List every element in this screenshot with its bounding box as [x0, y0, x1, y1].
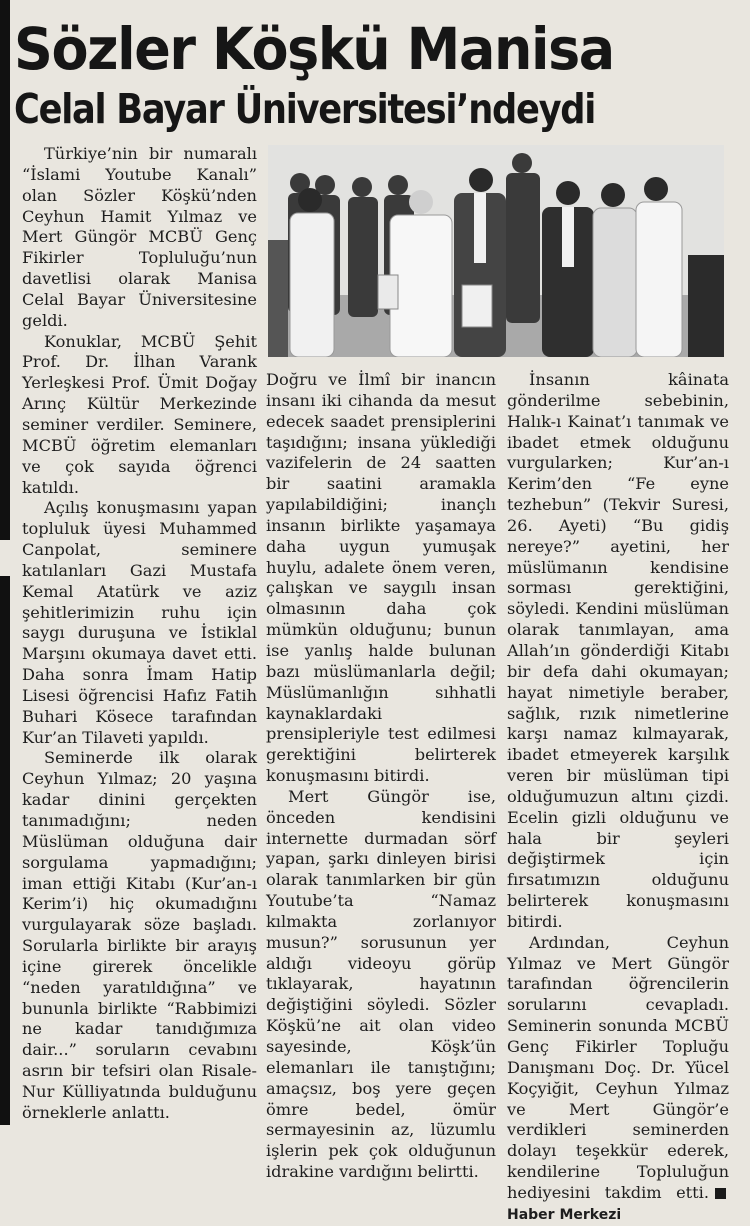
column3-paragraph-2 [507, 933, 729, 1226]
article-column-3 [507, 370, 729, 1226]
column3-paragraph-2-text: Ardından, Ceyhun Yılmaz ve Mert Güngör tarafından öğrencilerin sorularını cevapladı. Seminerin sonunda MCBÜ Genç Fikirler Topluğu Danışmanı Doç. Dr. Yücel Koçyiğit, Ceyhun Yılmaz ve Mert Güngör’e verdikleri seminerden dolayı teşekkür ederek, kendilerine Topluluğun hediyesini takdim etti. [507, 932, 729, 1202]
group-photo-icon [268, 145, 724, 357]
headline-line-1: Sözler Köşkü Manisa [14, 15, 614, 83]
column2-paragraph-1: Doğru ve İlmî bir inancın insanı iki cihanda da mesut edecek saadet prensiplerini taşıdığını; insana yüklediği vazifelerin de 24 saatten bir saatini aramakla yapılabildiğini; inançlı insanın birlikte yaşamaya daha uygun yumuşak huylu, adalete önem veren, çalışkan ve saygılı insan olmasının daha çok mümkün olduğunu; bunun ise yanlış halde bulunan bazı müslümanlarla değil; Müslümanlığın sıhhatli kaynaklardaki prensipleriyle test edilmesi gerektiğini belirterek konuşmasını bitirdi. [266, 370, 496, 786]
column2-paragraph-2: Mert Güngör ise, önceden kendisini internette durmadan sörf yapan, şarkı dinleyen birisi olarak tanımlarken bir gün Youtube’ta “Namaz kılmakta zorlanıyor musun?” sorusunun yer aldığı videoyu görüp tıklayarak, hayatının değiştiğini söyledi. Sözler Köşkü’ne ait olan video sayesinde, Köşk’ün elemanları ile tanıştığını; amaçsız, boş yere geçen ömre bedel, ömür sermayesinin az, lüzumlu işlerin pek çok olduğunun idrakine vardığını belirtti. [266, 786, 496, 1182]
credit-square-icon [715, 1188, 726, 1199]
article-column-1 [22, 144, 257, 1124]
column1-paragraph-1: Türkiye’nin bir numaralı “İslami Youtube Kanalı” olan Sözler Köşkü’nden Ceyhun Hamit Yılmaz ve Mert Güngör MCBÜ Genç Fikirler Topluluğu’nun davetlisi olarak Manisa Celal Bayar Üniversitesine geldi. [22, 144, 257, 330]
byline-credit: Haber Merkezi [507, 1206, 622, 1223]
column1-paragraph-3: Açılış konuşmasını yapan topluluk üyesi Muhammed Canpolat, seminere katılanları Gazi Mustafa Kemal Atatürk ve aziz şehitlerimizin ruhu için saygı duruşuna ve İstiklal Marşını okumaya davet etti. Daha sonra İmam Hatip Lisesi öğrencisi Hafız Fatih Buhari Kösece tarafından Kur’an Tilaveti yapıldı. [22, 498, 257, 747]
column1-paragraph-2: Konuklar, MCBÜ Şehit Prof. Dr. İlhan Varank Yerleşkesi Prof. Ümit Doğay Arınç Kültür Merkezinde seminer verdiler. Seminere, MCBÜ öğretim elemanları ve çok sayıda öğrenci katıldı. [22, 331, 257, 497]
group-photo [268, 145, 724, 357]
column3-paragraph-1: İnsanın kâinata gönderilme sebebinin, Halık-ı Kainat’ı tanımak ve ibadet etmek olduğunu vurgularken; Kur’an-ı Kerim’den “Fe eyne tezhebun” (Tekvir Suresi, 26. Ayeti) “Bu gidiş nereye?” ayetini, her müslümanın kendisine sorması gerektiğini, söyledi. Kendini müslüman olarak tanımlayan, ama Allah’ın gönderdiği Kitabı bir defa dahi okumayan; hayat nimetiyle beraber, sağlık, rızık nimetlerine karşı namaz kılmayarak, ibadet etmeyerek karşılık veren bir müslüman tipi olduğumuzun altını çizdi. Ecelin gizli olduğunu ve hala bir şeyleri değiştirmek için fırsatımızın olduğunu belirterek konuşmasını bitirdi. [507, 370, 729, 931]
column1-paragraph-4: Seminerde ilk olarak Ceyhun Yılmaz; 20 yaşına kadar dinini gerçekten tanımadığını; neden Müslüman olduğuna dair sorgulama yapmadığını; iman ettiği Kitabı (Kur’an-ı Kerim’i) hiç okumadığını vurgulayarak söze başladı. Sorularla birlikte bir arayış içine girerek öncelikle “neden yaratıldığına” ve bununla birlikte “Rabbimizi ne kadar tanıdığımıza dair...” soruların cevabını asrın bir tefsiri olan Risale-Nur Külliyatında bulduğunu örneklerle anlattı. [22, 748, 257, 1122]
headline-line-2: Celal Bayar Üniversitesi’ndeydi [14, 85, 596, 133]
page-edge-gap [0, 540, 10, 576]
article-column-2 [266, 370, 496, 1183]
